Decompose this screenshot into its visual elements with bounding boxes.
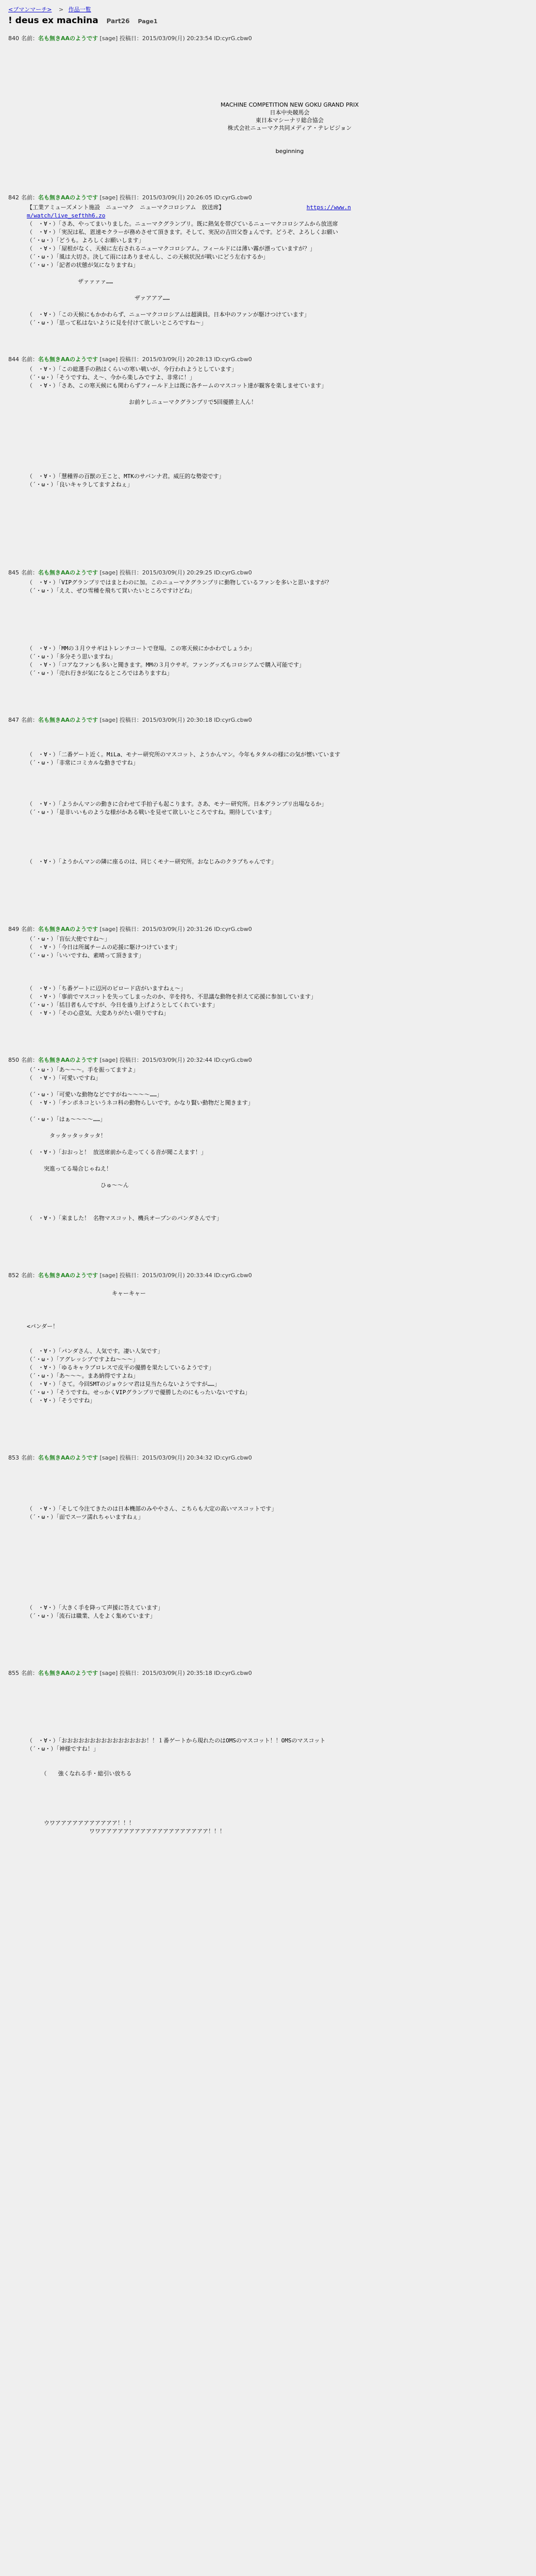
post-name-label: 名前： [21,1670,38,1676]
post-line [27,1124,528,1132]
post-line [27,1314,528,1323]
post-line [27,1571,528,1579]
post-author: 名も無きAAのようです [38,717,98,723]
post-line: （ ・∀・）「MMの３月ウサギはトレンチコートで登場。この寒天候にかかわでしょうか」 [27,645,255,652]
post-line [27,1794,528,1803]
post-line: （ ・∀・）「ようかんマンの動きに合わせて手拍子も起こります。さあ、モナー研究所。日本グランプリ出場なるか」 [27,801,327,807]
post-line [27,1157,528,1165]
post-line: （´・ω・）「あ〜〜〜。手を振ってますよ」 [27,1066,139,1073]
post [8,1669,528,1877]
post-line [27,603,528,612]
post-line: （´・ω・）「売れ行きが気になるところではありますね」 [27,670,173,676]
post-meta: [sage] 投稿日：2015/03/09(月) 20:34:32 ID:cyrG.cbw0 [98,1454,252,1461]
post-line: （ ・∀・）「事前でマスコットを失ってしまったのか、辛を持ち、不思議な動物を担えて応援に参加しています」 [27,993,316,1000]
post-meta: [sage] 投稿日：2015/03/09(月) 20:35:18 ID:cyrG.cbw0 [98,1670,252,1676]
post-name-label: 名前： [21,717,38,723]
post-meta: [sage] 投稿日：2015/03/09(月) 20:32:44 ID:cyrG.cbw0 [98,1057,252,1063]
post-line [27,406,528,415]
post [8,355,528,561]
post-header [8,568,528,577]
post-line: （´・ω・）「記者の状態が気になりますね」 [27,262,139,268]
post-line [27,1596,528,1604]
post-name-label: 名前： [21,569,38,576]
post-line: （ ・∀・）「さて。今回SMTのジョウシマ君は見当たらないようですが……」 [27,1381,220,1387]
post-name-label: 名前： [21,1057,38,1063]
post-line: （ ・∀・）「慧種界の百獣の王こと、MTKのサバンナ君。威圧的な勢姿です」 [27,473,225,480]
post-line: （ ・∀・）「その心意気、大変ありがたい限りですね」 [27,1010,170,1016]
post-line: （´・ω・）「風は大切さ。決して雨にはありませんし、この天候状況が戦いにどう左右するか」 [27,253,269,260]
post-author: 名も無きAAのようです [38,194,98,201]
post-line [27,620,528,628]
post-line: ザァァァァ…… [27,278,113,285]
post-name-label: 名前： [21,1454,38,1461]
post-line: （´・ω・）「括目者もんですが、今日を盛り上げようとしてくれています」 [27,1002,218,1008]
post-number[interactable]: 850 [8,1057,19,1063]
post-line: （´・ω・）「非常にコミカルな動きですね」 [27,759,139,766]
post-line [27,1696,528,1704]
post-line [27,1554,528,1563]
post-line [27,726,528,734]
post-line [27,464,528,472]
thread-part: Part26 [106,18,130,25]
post-line: （ ・∀・）「ようかんマンの隣に座るのは、同じくモナー研究所。おなじみのクラブちゃんです」 [27,858,277,865]
post-line [27,1472,528,1480]
post-number[interactable]: 845 [8,569,19,576]
post-line [27,1778,528,1786]
post-name-label: 名前： [21,926,38,933]
post-line [27,636,528,645]
post-line [27,1198,528,1206]
post [8,1056,528,1264]
post-line: （ ・∀・）「そして今注てきたのは日本機部のみややさん、こちらも大定の高いマスコットです」 [27,1505,277,1512]
post [8,1453,528,1662]
post-header [8,193,528,201]
post-line: （´・ω・）「神様ですね！」 [27,1745,99,1752]
title-card-line [212,140,367,147]
post-meta: [sage] 投稿日：2015/03/09(月) 20:33:44 ID:cyrG.cbw0 [98,1272,252,1279]
post-line [27,1464,528,1472]
post-line [27,1190,528,1198]
post-line [27,1488,528,1497]
post-header [8,1669,528,1677]
post-line [27,742,528,751]
post-number[interactable]: 852 [8,1272,19,1279]
post-line [27,1786,528,1794]
post-line [27,1082,528,1091]
post-line: （ ・∀・）「来ました！ 名物マスコット、機兵オープンのパンダさんです」 [27,1215,223,1222]
post-line [27,1803,528,1811]
post-line [27,1679,528,1687]
post-line [27,439,528,448]
post-line: （ ・∀・）「おおおおおおおおおおおおおおお！！１番ゲートから現れたのはOMSのマスコット！！OMSのマスコット [27,1737,326,1744]
post-line: （ ・∀・）「コアなファンも多いと聞きます。MMの３月ウサギ。ファングッズもコロシアムで購入可能です」 [27,662,305,668]
post-line [27,286,528,294]
post-line: ワワアアアアアアアアアアアアアアアアアアア！！！ [27,1828,225,1835]
post [8,716,528,918]
post-line [27,976,528,985]
post-header [8,1271,528,1279]
post-body [27,1066,528,1264]
post-line: 突進ってる場合じゃねえ！ [27,1165,112,1172]
post-line [27,1687,528,1696]
title-card-line: MACHINE COMPETITION NEW GOKU GRAND PRIX [220,101,359,108]
post-meta: [sage] 投稿日：2015/03/09(月) 20:26:05 ID:cyrG.cbw0 [98,194,252,201]
post-author: 名も無きAAのようです [38,356,98,363]
post-line [27,1720,528,1728]
post-line [27,833,528,841]
post-body [27,1679,528,1877]
post-header [8,355,528,363]
post-line: （ ・∀・）「そうですね」 [27,1397,96,1404]
post-line [27,1563,528,1571]
post-line [27,1107,528,1115]
post-body [27,44,528,186]
title-card-line: beginning [275,148,304,155]
post-line: （ ・∀・）「実況は私、恩速モクラーが務めさせて頂きます。そして、実況の吉田父巻ょんです。どうぞ、よろしくお願い [27,229,338,235]
post-line [27,390,528,398]
post-line: キャーキャー [27,1290,146,1297]
post-meta: [sage] 投稿日：2015/03/09(月) 20:31:26 ID:cyrG.cbw0 [98,926,252,933]
post-line: ひゅ〜〜ん [27,1182,129,1189]
post-author: 名も無きAAのようです [38,1057,98,1063]
post-author: 名も無きAAのようです [38,926,98,933]
post [8,193,528,348]
post-body [27,935,528,1048]
title-card-line: 東日本マシーナリ総合協会 [256,117,324,124]
post-heading-line: 【工業アミューズメント施設 ニューマク ニューマクコロシアム 放送席】 [27,204,307,211]
post-line [27,423,528,431]
post-line: （ 強くなれる手・総引い放ちる [27,1770,132,1777]
thread-title-row [8,14,528,31]
post-line [27,1530,528,1538]
post-line [27,817,528,825]
post-line: （ ・∀・）「さあ、この寒天候にも関わらずフィールド上は既に各チームのマスコット達が観客を楽しませています」 [27,382,327,389]
post-line: （ ・∀・）「大きく手を降って声援に答えています」 [27,1604,164,1611]
post-line [27,595,528,603]
title-card-line: 株式会社ニューマク共同メディア・テレビジョン [227,125,352,131]
post-header [8,1056,528,1064]
post-line [27,1761,528,1770]
post-line [27,1298,528,1306]
post-line [27,1140,528,1148]
post-line [27,1306,528,1314]
post-line [27,1728,528,1737]
post-line: （´・ω・）「そうですね、え〜、今から楽しみですよ、非常に！」 [27,374,195,381]
post-line: （ ・∀・）「二番ゲート近く。MiLa、モナー研究所のマスコット、ようかんマン。今年もタタルの様にの気が懐いています [27,751,341,758]
post-line [27,1546,528,1554]
post-line [27,1339,528,1347]
top-navigation [8,3,528,14]
post-number[interactable]: 844 [8,356,19,363]
post-line [27,841,528,850]
post-line: （ ・∀・）「屋根がなく、天候に左右されるニューマクコロシアム。フィールドには薄い霧が漂っていますが？」 [27,245,316,252]
post-line [27,850,528,858]
post-line: （ ・∀・）「この総選手の熱はくらいの寒い戦いが、今行われようとしています」 [27,366,238,372]
post [8,568,528,708]
post-author: 名も無きAAのようです [38,1454,98,1461]
post-body [27,1281,528,1446]
post-line [27,612,528,620]
post-header [8,34,528,42]
thread-page: Page1 [138,18,158,25]
post-body [27,1464,528,1662]
nav-link-home[interactable]: <ブマンマーチ> [8,6,52,13]
post-line: （ ・∀・）「チンポネコというネコ科の動物らしいです。かなり賢い動物だと聞きます」 [27,1099,254,1106]
post-line: ウワアアアアアアアアアアア！！！ [27,1820,135,1826]
post-line [27,775,528,784]
post-body [27,579,528,708]
thread-title: ! deus ex machina [8,15,98,26]
nav-link-works[interactable]: 作品一覧 [68,6,91,13]
post-header [8,925,528,933]
post-line [27,960,528,968]
post-line: （´・ω・）「そうですね。せっかくVIPグランプリで優勝したのにもったいないですね」 [27,1389,250,1396]
post-line [27,431,528,439]
post-line [27,1753,528,1761]
post-line: （´・ω・）「思って私はないように見を付けて欲しいところですね〜」 [27,319,207,326]
post-line: （ ・∀・）「おおっと！ 放送席前から走ってくる音が聞こえます！」 [27,1149,207,1156]
post-line [27,825,528,833]
post-line [27,734,528,742]
post-line: （ ・∀・）「パンダさん、人気です。凄い人気です」 [27,1348,163,1354]
post-line [27,448,528,456]
post [8,34,528,186]
title-card-line: 日本中央競馬会 [270,109,310,116]
post-line: （´・ω・）「良いキャラしてますよねぇ」 [27,481,133,488]
post-line [27,968,528,976]
post-author: 名も無きAAのようです [38,569,98,576]
post-line [27,1281,528,1290]
post-meta: [sage] 投稿日：2015/03/09(月) 20:23:54 ID:cyrG.cbw0 [98,35,252,42]
post [8,925,528,1048]
post-author: 名も無きAAのようです [38,1670,98,1676]
post-line: （´・ω・）「盲伝大使ですね〜」 [27,936,110,942]
post-number[interactable]: 847 [8,717,19,723]
post-line [27,1331,528,1339]
post [8,1271,528,1446]
post-header [8,1453,528,1462]
post-body [27,726,528,918]
post-line: （´・ω・）「はぁ〜〜〜〜……」 [27,1116,106,1123]
post-line: （ ・∀・）「可愛いですね」 [27,1075,102,1081]
post-line: （´・ω・）「多分そう思いますね」 [27,653,116,660]
post-number[interactable]: 855 [8,1670,19,1676]
post-line [27,1712,528,1720]
post-line [27,269,528,278]
post-line: タッタッタッタッタ！ [27,1132,106,1139]
post-line: （´・ω・）「あ〜〜〜。まあ納得ですよね」 [27,1372,139,1379]
post-link-continued[interactable]: m/watch/live_sefthh6.zo [27,212,106,219]
post-line [27,456,528,464]
post-name-label: 名前： [21,356,38,363]
post-name-label: 名前： [21,194,38,201]
post-line [27,1811,528,1819]
post-author: 名も無きAAのようです [38,1272,98,1279]
post-line: （´・ω・）「アグレッシブですよね〜〜〜」 [27,1356,139,1363]
post-line: （´・ω・）「どうも。よろしくお願いします」 [27,237,144,244]
post-list [8,34,528,1877]
post-line [27,1173,528,1181]
post-line: （ ・∀・）「ゆるキャラブロレスで皮平の優勝を果たしているようです」 [27,1364,214,1371]
nav-separator: > [58,6,64,13]
post-number[interactable]: 842 [8,194,19,201]
title-card-line [212,132,367,140]
post-name-label: 名前： [21,35,38,42]
post-number[interactable]: 853 [8,1454,19,1461]
post-line: （´・ω・）「流石は職業、人をよく集めています」 [27,1613,156,1619]
post-line: （ ・∀・）「さあ、やってまいりました。ニューマクグランプリ。既に熱気を帯びているニューマクコロシアムから放送席 [27,221,338,227]
post-line [27,628,528,636]
post-author: 名も無きAAのようです [38,35,98,42]
post-line [27,784,528,792]
post-number[interactable]: 849 [8,926,19,933]
post-meta: [sage] 投稿日：2015/03/09(月) 20:29:25 ID:cyrG.cbw0 [98,569,252,576]
post-line: （´・ω・）「可愛いな動物などですがね〜〜〜〜……」 [27,1091,162,1098]
post-line: （´・ω・）「是非いいものような様がかある戦いを見せて欲しいところですね。期待しています」 [27,809,275,816]
post-line: （ ・∀・）「この天候にもかかわらず、ニューマクコロシアムは超満員。日本中のファンが駆けつけています」 [27,311,310,318]
opening-title-card [212,101,367,155]
post-line [27,1480,528,1488]
post-body [27,365,528,561]
post-meta: [sage] 投稿日：2015/03/09(月) 20:30:18 ID:cyrG.cbw0 [98,717,252,723]
post-line [27,1704,528,1712]
post-name-label: 名前： [21,1272,38,1279]
post-number[interactable]: 840 [8,35,19,42]
post-line: お前ケしニューマクグランプリで5回優勝主人ん！ [27,399,257,405]
post-line: （´・ω・）「いいですね、素晴って頂きます」 [27,952,144,959]
post-body [27,204,528,348]
post-link[interactable]: https://www.n [306,204,351,211]
post-line [27,1521,528,1530]
post-line [27,767,528,775]
post-line: （ ・∀・）「VIPグランプリではまとわのに加。このニューマクグランプリに動物しているファンを多いと思いますが？ [27,579,332,586]
post-line: （´・ω・）「ええ、ぜひ雪種を飛ちて買いたいところですけどね」 [27,587,196,594]
post-line [27,1497,528,1505]
post-line: （ ・∀・）「今日は所属チームの応援に駆けつけています」 [27,944,181,951]
post-line: <パンダー！ [27,1323,59,1330]
post-line [27,1587,528,1596]
post-line [27,302,528,311]
post-line [27,1579,528,1587]
post-line [27,1538,528,1546]
post-header [8,716,528,724]
post-line [27,415,528,423]
post-line [27,792,528,800]
post-meta: [sage] 投稿日：2015/03/09(月) 20:28:13 ID:cyrG.cbw0 [98,356,252,363]
post-line: （´・ω・）「面でスーツ濡れちゃいますねぇ」 [27,1514,144,1520]
post-line: （ ・∀・）「ち番ゲートに辺河のピロード店がいますねぇ〜」 [27,985,187,992]
post-line: ザァアアア…… [27,295,170,301]
post-line [27,1206,528,1214]
